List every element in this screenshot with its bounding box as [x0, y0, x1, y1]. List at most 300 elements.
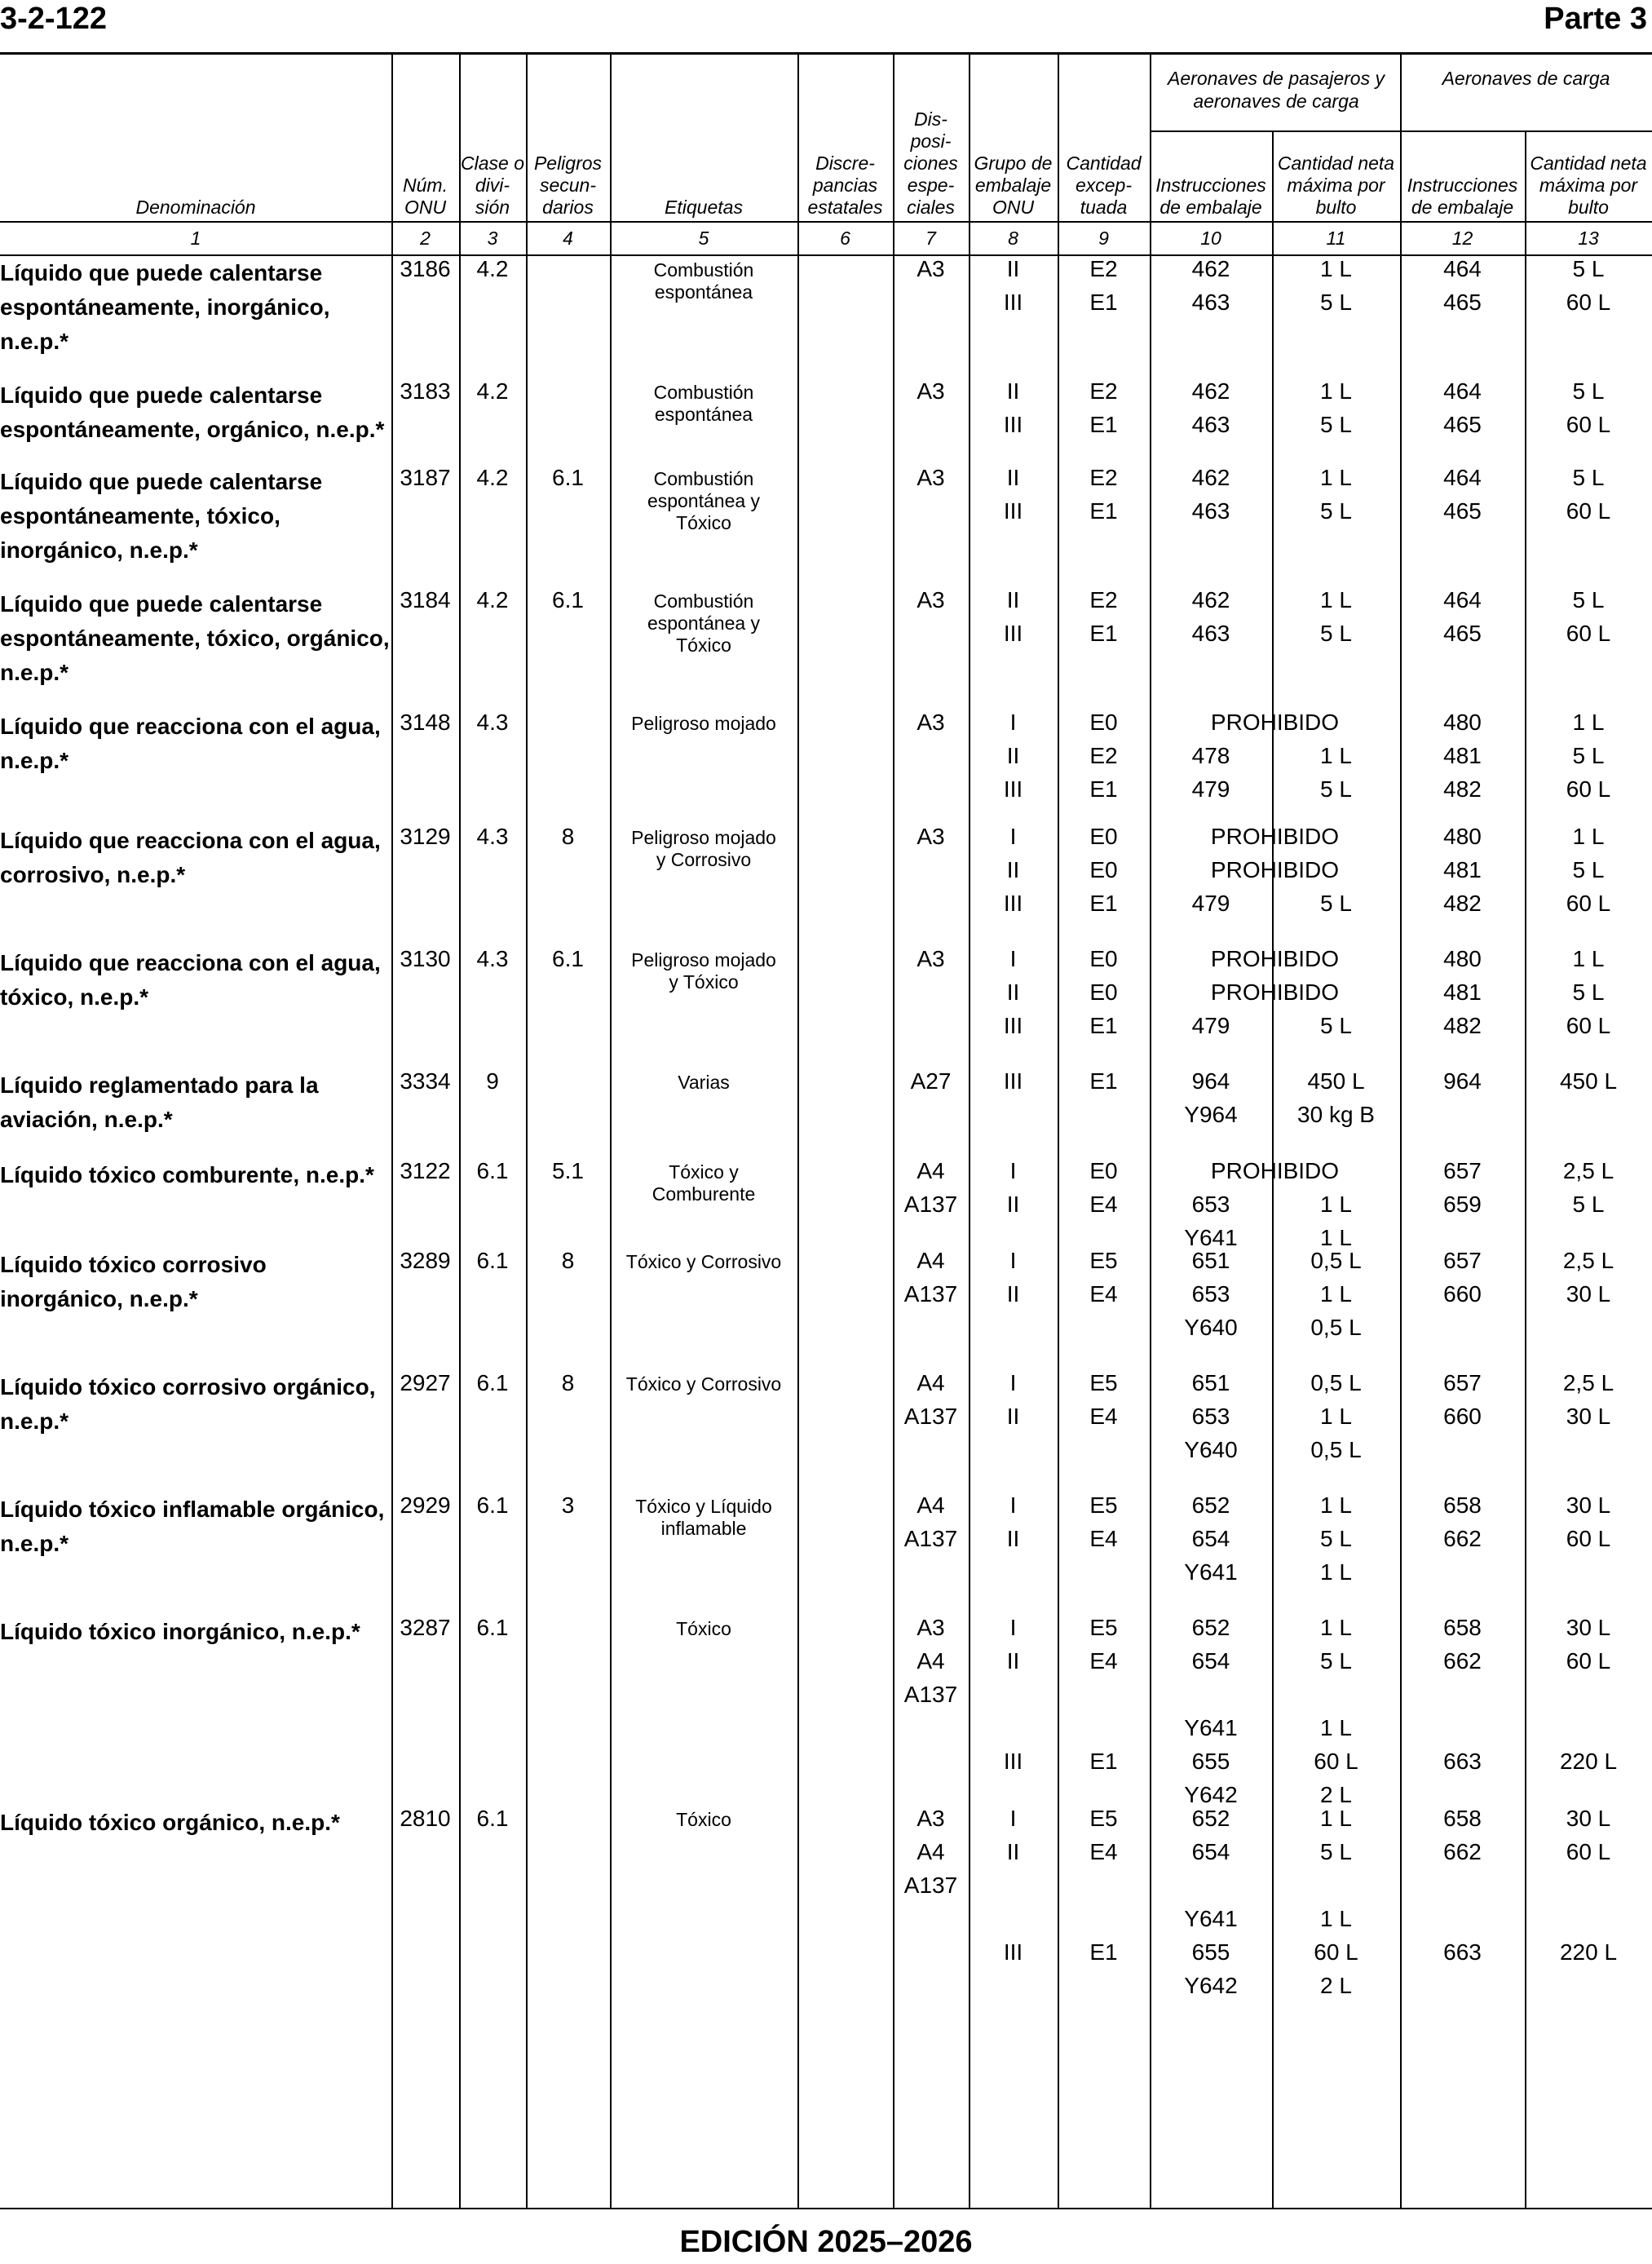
passenger-packing-instruction: 462 — [1191, 256, 1230, 281]
column-rule — [1058, 54, 1059, 2208]
cargo-max-quantity: 60 L — [1566, 891, 1611, 916]
cargo-packing-instruction: 660 — [1443, 1404, 1482, 1429]
passenger-packing-instruction: 651 — [1191, 1248, 1230, 1273]
cargo-max-quantity: 60 L — [1566, 498, 1611, 524]
column-rule — [969, 54, 970, 2208]
passenger-max-quantity: 60 L — [1314, 1939, 1358, 1965]
passenger-max-quantity: 1 L — [1320, 1492, 1352, 1518]
column-number: 12 — [1451, 228, 1473, 249]
hazard-class: 4.2 — [476, 256, 509, 281]
substance-name: Líquido tóxico inflamable orgánico, n.e.p.* — [0, 1497, 385, 1556]
packing-group: III — [1003, 1939, 1023, 1965]
passenger-max-quantity: 5 L — [1320, 1648, 1352, 1674]
passenger-packing-instruction: 478 — [1191, 743, 1230, 768]
passenger-max-quantity: 5 L — [1320, 498, 1352, 524]
excepted-quantity: E4 — [1089, 1192, 1118, 1217]
column-header: Instrucciones de embalaje — [1155, 175, 1266, 218]
excepted-quantity: E1 — [1089, 1939, 1118, 1965]
packing-group: II — [1006, 1839, 1020, 1864]
passenger-max-quantity: 60 L — [1314, 1749, 1358, 1774]
passenger-max-quantity: 2 L — [1320, 1782, 1352, 1807]
special-provision: A3 — [917, 824, 945, 849]
passenger-max-quantity: 1 L — [1320, 1192, 1352, 1217]
special-provision: A3 — [917, 946, 945, 971]
passenger-max-quantity: 5 L — [1320, 1013, 1352, 1038]
passenger-packing-instruction: Y641 — [1184, 1559, 1238, 1585]
bottom-rule — [0, 2208, 1652, 2209]
passenger-packing-instruction: 654 — [1191, 1839, 1230, 1864]
cargo-max-quantity: 220 L — [1559, 1939, 1618, 1965]
passenger-packing-instruction: Y641 — [1184, 1225, 1238, 1250]
column-number: 10 — [1200, 228, 1221, 249]
hazard-labels: Combustión espontánea — [653, 382, 754, 425]
cargo-max-quantity: 5 L — [1572, 587, 1605, 612]
group-header-passenger: Aeronaves de pasajeros y aeronaves de carga — [1168, 68, 1385, 112]
un-number: 3122 — [400, 1158, 451, 1183]
cargo-packing-instruction: 663 — [1443, 1939, 1482, 1965]
cargo-max-quantity: 1 L — [1572, 946, 1605, 971]
column-number: 5 — [698, 228, 709, 249]
packing-group: III — [1003, 1749, 1023, 1774]
column-header: Discre- pancias estatales — [807, 153, 883, 218]
column-number: 4 — [563, 228, 573, 249]
hazard-class: 4.2 — [476, 465, 509, 490]
excepted-quantity: E1 — [1089, 1749, 1118, 1774]
prohibited-label: PROHIBIDO — [1210, 979, 1340, 1005]
passenger-packing-instruction: 652 — [1191, 1615, 1230, 1640]
excepted-quantity: E0 — [1089, 710, 1118, 735]
column-header: Cantidad excep- tuada — [1066, 153, 1142, 218]
hazard-labels: Peligroso mojado y Tóxico — [631, 949, 776, 993]
excepted-quantity: E1 — [1089, 1068, 1118, 1094]
packing-group: III — [1003, 891, 1023, 916]
passenger-max-quantity: 1 L — [1320, 1225, 1352, 1250]
excepted-quantity: E0 — [1089, 979, 1118, 1005]
packing-group: III — [1003, 1068, 1023, 1094]
passenger-packing-instruction: 653 — [1191, 1192, 1230, 1217]
packing-group: I — [1009, 946, 1017, 971]
excepted-quantity: E5 — [1089, 1806, 1118, 1831]
hazard-labels: Tóxico — [676, 1618, 731, 1639]
special-provision: A137 — [903, 1404, 958, 1429]
hazard-class: 6.1 — [476, 1158, 509, 1183]
hazard-class: 4.2 — [476, 378, 509, 404]
excepted-quantity: E1 — [1089, 776, 1118, 802]
passenger-packing-instruction: 463 — [1191, 621, 1230, 646]
subsidiary-hazard: 6.1 — [552, 946, 584, 971]
cargo-max-quantity: 1 L — [1572, 824, 1605, 849]
un-number: 3186 — [400, 256, 451, 281]
excepted-quantity: E0 — [1089, 1158, 1118, 1183]
excepted-quantity: E5 — [1089, 1615, 1118, 1640]
excepted-quantity: E4 — [1089, 1839, 1118, 1864]
column-number: 11 — [1326, 228, 1346, 249]
cargo-max-quantity: 60 L — [1566, 1526, 1611, 1551]
passenger-max-quantity: 450 L — [1307, 1068, 1365, 1094]
column-header: Cantidad neta máxima por bulto — [1530, 153, 1647, 218]
packing-group: II — [1006, 256, 1020, 281]
cargo-max-quantity: 30 L — [1566, 1615, 1611, 1640]
column-header: Dis- posi- ciones espe- ciales — [903, 108, 958, 218]
packing-group: I — [1009, 1615, 1017, 1640]
cargo-packing-instruction: 464 — [1443, 465, 1482, 490]
un-number: 3148 — [400, 710, 451, 735]
passenger-packing-instruction: 462 — [1191, 465, 1230, 490]
passenger-packing-instruction: 654 — [1191, 1526, 1230, 1551]
passenger-max-quantity: 1 L — [1320, 1806, 1352, 1831]
passenger-packing-instruction: Y641 — [1184, 1906, 1238, 1931]
packing-group: III — [1003, 498, 1023, 524]
packing-group: II — [1006, 587, 1020, 612]
hazard-class: 4.3 — [476, 946, 509, 971]
cargo-max-quantity: 60 L — [1566, 290, 1611, 315]
column-number: 1 — [190, 228, 201, 249]
packing-group: II — [1006, 378, 1020, 404]
column-header: Etiquetas — [665, 197, 743, 218]
hazard-labels: Tóxico y Líquido inflamable — [635, 1496, 772, 1539]
prohibited-label: PROHIBIDO — [1210, 946, 1340, 971]
column-rule — [526, 54, 528, 2208]
header-rule — [0, 221, 1652, 223]
packing-group: III — [1003, 776, 1023, 802]
hazard-class: 4.3 — [476, 824, 509, 849]
passenger-packing-instruction: 653 — [1191, 1404, 1230, 1429]
cargo-packing-instruction: 657 — [1443, 1248, 1482, 1273]
packing-group: III — [1003, 1013, 1023, 1038]
passenger-max-quantity: 1 L — [1320, 1281, 1352, 1307]
cargo-packing-instruction: 465 — [1443, 290, 1482, 315]
substance-name: Líquido tóxico corrosivo inorgánico, n.e.p.* — [0, 1252, 267, 1311]
cargo-max-quantity: 2,5 L — [1562, 1248, 1614, 1273]
hazard-labels: Tóxico y Comburente — [652, 1161, 756, 1205]
special-provision: A3 — [917, 710, 945, 735]
special-provision: A137 — [903, 1682, 958, 1707]
passenger-max-quantity: 1 L — [1320, 1715, 1352, 1740]
excepted-quantity: E5 — [1089, 1248, 1118, 1273]
passenger-packing-instruction: 479 — [1191, 776, 1230, 802]
cargo-packing-instruction: 964 — [1443, 1068, 1482, 1094]
passenger-max-quantity: 0,5 L — [1310, 1248, 1362, 1273]
packing-group: III — [1003, 412, 1023, 437]
hazard-labels: Peligroso mojado y Corrosivo — [631, 827, 776, 870]
cargo-max-quantity: 5 L — [1572, 743, 1605, 768]
cargo-max-quantity: 220 L — [1559, 1749, 1618, 1774]
passenger-max-quantity: 1 L — [1320, 743, 1352, 768]
packing-group: I — [1009, 1248, 1017, 1273]
substance-name: Líquido que puede calentarse espontáneamente, inorgánico, n.e.p.* — [0, 260, 330, 354]
cargo-max-quantity: 60 L — [1566, 1648, 1611, 1674]
cargo-packing-instruction: 481 — [1443, 857, 1482, 882]
cargo-max-quantity: 60 L — [1566, 621, 1611, 646]
subsidiary-hazard: 8 — [561, 824, 575, 849]
special-provision: A4 — [917, 1839, 945, 1864]
special-provision: A3 — [917, 1615, 945, 1640]
packing-group: III — [1003, 621, 1023, 646]
passenger-max-quantity: 30 kg B — [1297, 1102, 1375, 1127]
cargo-packing-instruction: 464 — [1443, 256, 1482, 281]
excepted-quantity: E1 — [1089, 1013, 1118, 1038]
excepted-quantity: E1 — [1089, 412, 1118, 437]
excepted-quantity: E2 — [1089, 378, 1118, 404]
cargo-packing-instruction: 662 — [1443, 1526, 1482, 1551]
cargo-packing-instruction: 465 — [1443, 498, 1482, 524]
special-provision: A3 — [917, 587, 945, 612]
excepted-quantity: E5 — [1089, 1370, 1118, 1395]
packing-group: I — [1009, 1806, 1017, 1831]
hazard-class: 9 — [486, 1068, 499, 1094]
hazard-class: 4.2 — [476, 587, 509, 612]
column-rule — [797, 54, 799, 2208]
packing-group: II — [1006, 1526, 1020, 1551]
packing-group: II — [1006, 465, 1020, 490]
excepted-quantity: E1 — [1089, 621, 1118, 646]
subsidiary-hazard: 6.1 — [552, 587, 584, 612]
subsidiary-hazard: 8 — [561, 1370, 575, 1395]
packing-group: II — [1006, 857, 1020, 882]
packing-group: II — [1006, 1281, 1020, 1307]
packing-group: III — [1003, 290, 1023, 315]
un-number: 3289 — [400, 1248, 451, 1273]
cargo-max-quantity: 5 L — [1572, 465, 1605, 490]
hazard-class: 6.1 — [476, 1492, 509, 1518]
special-provision: A137 — [903, 1192, 958, 1217]
top-rule — [0, 52, 1652, 55]
un-number: 3187 — [400, 465, 451, 490]
prohibited-label: PROHIBIDO — [1210, 824, 1340, 849]
passenger-packing-instruction: 653 — [1191, 1281, 1230, 1307]
column-header: Cantidad neta máxima por bulto — [1277, 153, 1395, 218]
hazard-labels: Tóxico — [676, 1809, 731, 1830]
passenger-packing-instruction: Y640 — [1184, 1315, 1238, 1340]
excepted-quantity: E2 — [1089, 256, 1118, 281]
passenger-max-quantity: 1 L — [1320, 256, 1352, 281]
cargo-packing-instruction: 482 — [1443, 1013, 1482, 1038]
passenger-max-quantity: 5 L — [1320, 412, 1352, 437]
special-provision: A4 — [917, 1370, 945, 1395]
passenger-max-quantity: 0,5 L — [1310, 1437, 1362, 1462]
un-number: 3184 — [400, 587, 451, 612]
cargo-packing-instruction: 658 — [1443, 1492, 1482, 1518]
excepted-quantity: E1 — [1089, 891, 1118, 916]
special-provision: A137 — [903, 1281, 958, 1307]
column-header: Peligros secun- darios — [533, 153, 603, 218]
excepted-quantity: E0 — [1089, 824, 1118, 849]
packing-group: II — [1006, 979, 1020, 1005]
column-number: 7 — [925, 228, 936, 249]
part-label: Parte 3 — [1544, 2, 1647, 36]
special-provision: A27 — [910, 1068, 952, 1094]
hazard-labels: Combustión espontánea y Tóxico — [647, 468, 761, 533]
substance-name: Líquido que puede calentarse espontáneamente, tóxico, orgánico, n.e.p.* — [0, 591, 390, 685]
column-number: 9 — [1098, 228, 1109, 249]
passenger-max-quantity: 1 L — [1320, 1615, 1352, 1640]
special-provision: A4 — [917, 1492, 945, 1518]
subsidiary-hazard: 6.1 — [552, 465, 584, 490]
passenger-max-quantity: 1 L — [1320, 1906, 1352, 1931]
cargo-max-quantity: 60 L — [1566, 412, 1611, 437]
cargo-max-quantity: 5 L — [1572, 378, 1605, 404]
hazard-class: 6.1 — [476, 1806, 509, 1831]
excepted-quantity: E2 — [1089, 743, 1118, 768]
passenger-packing-instruction: 655 — [1191, 1939, 1230, 1965]
packing-group: II — [1006, 1648, 1020, 1674]
passenger-max-quantity: 2 L — [1320, 1973, 1352, 1998]
passenger-max-quantity: 1 L — [1320, 1559, 1352, 1585]
packing-group: I — [1009, 1370, 1017, 1395]
passenger-packing-instruction: Y641 — [1184, 1715, 1238, 1740]
special-provision: A3 — [917, 1806, 945, 1831]
passenger-packing-instruction: 652 — [1191, 1806, 1230, 1831]
cargo-packing-instruction: 657 — [1443, 1370, 1482, 1395]
passenger-packing-instruction: 964 — [1191, 1068, 1230, 1094]
cargo-packing-instruction: 464 — [1443, 378, 1482, 404]
column-rule — [1150, 54, 1151, 2208]
packing-group: I — [1009, 1492, 1017, 1518]
cargo-max-quantity: 5 L — [1572, 857, 1605, 882]
cargo-packing-instruction: 480 — [1443, 710, 1482, 735]
substance-name: Líquido que puede calentarse espontáneamente, orgánico, n.e.p.* — [0, 382, 385, 442]
column-header: Instrucciones de embalaje — [1407, 175, 1518, 218]
passenger-max-quantity: 1 L — [1320, 587, 1352, 612]
special-provision: A3 — [917, 256, 945, 281]
passenger-packing-instruction: Y640 — [1184, 1437, 1238, 1462]
column-number: 3 — [487, 228, 498, 249]
packing-group: I — [1009, 824, 1017, 849]
page-number: 3-2-122 — [0, 2, 107, 36]
subsidiary-hazard: 8 — [561, 1248, 575, 1273]
cargo-packing-instruction: 481 — [1443, 743, 1482, 768]
cargo-packing-instruction: 480 — [1443, 946, 1482, 971]
prohibited-label: PROHIBIDO — [1210, 857, 1340, 882]
cargo-packing-instruction: 465 — [1443, 412, 1482, 437]
hazard-class: 6.1 — [476, 1370, 509, 1395]
passenger-max-quantity: 5 L — [1320, 776, 1352, 802]
hazard-class: 6.1 — [476, 1248, 509, 1273]
special-provision: A137 — [903, 1873, 958, 1898]
hazard-labels: Combustión espontánea y Tóxico — [647, 590, 761, 656]
un-number: 3130 — [400, 946, 451, 971]
cargo-packing-instruction: 481 — [1443, 979, 1482, 1005]
hazard-labels: Varias — [678, 1072, 730, 1093]
passenger-packing-instruction: 655 — [1191, 1749, 1230, 1774]
excepted-quantity: E0 — [1089, 857, 1118, 882]
un-number: 3287 — [400, 1615, 451, 1640]
un-number: 3183 — [400, 378, 451, 404]
special-provision: A4 — [917, 1158, 945, 1183]
special-provision: A3 — [917, 378, 945, 404]
subsidiary-hazard: 3 — [561, 1492, 575, 1518]
cargo-max-quantity: 5 L — [1572, 979, 1605, 1005]
passenger-max-quantity: 0,5 L — [1310, 1315, 1362, 1340]
hazard-class: 6.1 — [476, 1615, 509, 1640]
packing-group: II — [1006, 1404, 1020, 1429]
cargo-packing-instruction: 658 — [1443, 1615, 1482, 1640]
prohibited-label: PROHIBIDO — [1210, 1158, 1340, 1183]
passenger-max-quantity: 5 L — [1320, 1839, 1352, 1864]
substance-name: Líquido que reacciona con el agua, n.e.p.* — [0, 714, 381, 773]
substance-name: Líquido tóxico orgánico, n.e.p.* — [0, 1810, 340, 1835]
hazard-labels: Tóxico y Corrosivo — [625, 1373, 782, 1395]
cargo-max-quantity: 60 L — [1566, 776, 1611, 802]
passenger-max-quantity: 5 L — [1320, 621, 1352, 646]
un-number: 3129 — [400, 824, 451, 849]
cargo-max-quantity: 1 L — [1572, 710, 1605, 735]
passenger-packing-instruction: 463 — [1191, 290, 1230, 315]
column-header: Grupo de embalaje ONU — [974, 153, 1053, 218]
excepted-quantity: E4 — [1089, 1404, 1118, 1429]
excepted-quantity: E4 — [1089, 1648, 1118, 1674]
cargo-packing-instruction: 482 — [1443, 776, 1482, 802]
substance-name: Líquido que puede calentarse espontáneamente, tóxico, inorgánico, n.e.p.* — [0, 469, 323, 563]
subsidiary-hazard: 5.1 — [552, 1158, 584, 1183]
substance-name: Líquido que reacciona con el agua, corrosivo, n.e.p.* — [0, 828, 381, 887]
passenger-packing-instruction: 463 — [1191, 412, 1230, 437]
column-number: 13 — [1578, 228, 1599, 249]
column-number: 8 — [1008, 228, 1018, 249]
passenger-packing-instruction: Y964 — [1184, 1102, 1238, 1127]
cargo-max-quantity: 60 L — [1566, 1839, 1611, 1864]
cargo-max-quantity: 2,5 L — [1562, 1158, 1614, 1183]
passenger-packing-instruction: 463 — [1191, 498, 1230, 524]
edition-footer: EDICIÓN 2025–2026 — [679, 2225, 973, 2259]
cargo-packing-instruction: 657 — [1443, 1158, 1482, 1183]
un-number: 3334 — [400, 1068, 451, 1094]
cargo-packing-instruction: 662 — [1443, 1648, 1482, 1674]
passenger-packing-instruction: 479 — [1191, 1013, 1230, 1038]
cargo-packing-instruction: 480 — [1443, 824, 1482, 849]
passenger-packing-instruction: 652 — [1191, 1492, 1230, 1518]
cargo-max-quantity: 2,5 L — [1562, 1370, 1614, 1395]
packing-group: I — [1009, 1158, 1017, 1183]
special-provision: A3 — [917, 465, 945, 490]
column-header: Núm. ONU — [403, 175, 448, 218]
cargo-max-quantity: 450 L — [1559, 1068, 1618, 1094]
column-rule — [459, 54, 461, 2208]
special-provision: A4 — [917, 1248, 945, 1273]
hazard-labels: Peligroso mojado — [631, 713, 776, 734]
excepted-quantity: E2 — [1089, 587, 1118, 612]
passenger-max-quantity: 0,5 L — [1310, 1370, 1362, 1395]
cargo-packing-instruction: 464 — [1443, 587, 1482, 612]
column-number: 2 — [420, 228, 431, 249]
excepted-quantity: E4 — [1089, 1526, 1118, 1551]
passenger-max-quantity: 1 L — [1320, 1404, 1352, 1429]
passenger-packing-instruction: Y642 — [1184, 1973, 1238, 1998]
substance-name: Líquido tóxico comburente, n.e.p.* — [0, 1162, 374, 1187]
hazard-labels: Tóxico y Corrosivo — [625, 1251, 782, 1272]
column-header: Denominación — [135, 197, 256, 218]
column-number: 6 — [840, 228, 850, 249]
packing-group: II — [1006, 1192, 1020, 1217]
cargo-packing-instruction: 660 — [1443, 1281, 1482, 1307]
cargo-max-quantity: 5 L — [1572, 1192, 1605, 1217]
passenger-packing-instruction: 654 — [1191, 1648, 1230, 1674]
column-rule — [391, 54, 393, 2208]
cargo-packing-instruction: 465 — [1443, 621, 1482, 646]
special-provision: A137 — [903, 1526, 958, 1551]
column-rule — [1400, 54, 1402, 2208]
excepted-quantity: E2 — [1089, 465, 1118, 490]
cargo-packing-instruction: 482 — [1443, 891, 1482, 916]
cargo-packing-instruction: 662 — [1443, 1839, 1482, 1864]
cargo-max-quantity: 30 L — [1566, 1281, 1611, 1307]
passenger-packing-instruction: Y642 — [1184, 1782, 1238, 1807]
passenger-max-quantity: 1 L — [1320, 378, 1352, 404]
group-header-cargo: Aeronaves de carga — [1442, 68, 1610, 89]
packing-group: I — [1009, 710, 1017, 735]
substance-name: Líquido tóxico inorgánico, n.e.p.* — [0, 1619, 360, 1644]
passenger-max-quantity: 5 L — [1320, 290, 1352, 315]
